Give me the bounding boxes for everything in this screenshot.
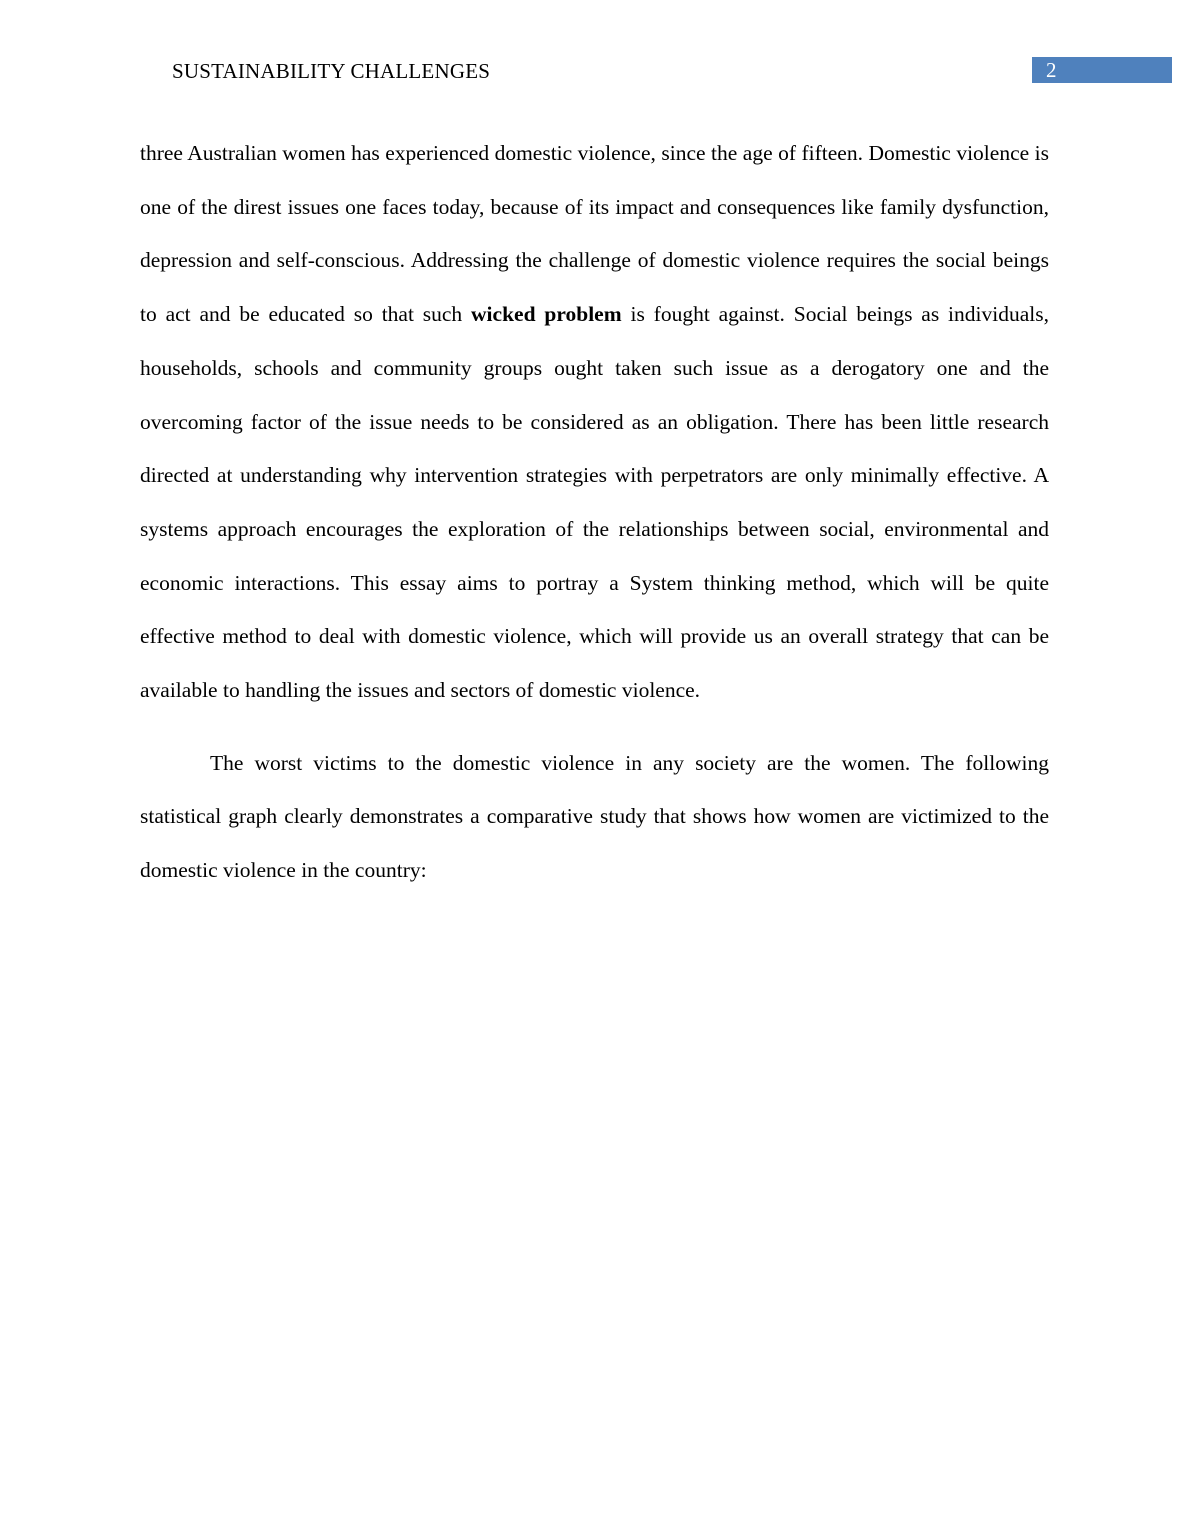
document-body <box>140 127 1049 898</box>
running-head: SUSTAINABILITY CHALLENGES <box>172 59 491 83</box>
page-number: 2 <box>1046 58 1057 82</box>
page-header <box>0 0 1190 100</box>
paragraph-1-text-start: three Australian women has experienced domestic violence, since the age of fifteen. Domestic violence is one of the direst issues one faces today, because of its impact and consequences like family dysfunction, depression and self-conscious. Addressing the challenge of domestic violence requires the social beings to act and be educated so that such <box>140 141 1049 327</box>
page-number-box <box>1032 57 1172 83</box>
paragraph-1-text-end: is fought against. Social beings as individuals, households, schools and community groups ought taken such issue as a derogatory one and the overcoming factor of the issue needs to be considered as an obligation. There has been little research directed at understanding why intervention strategies with perpetrators are only minimally effective. A systems approach encourages the exploration of the relationships between social, environmental and economic interactions. This essay aims to portray a System thinking method, which will be quite effective method to deal with domestic violence, which will provide us an overall strategy that can be available to handling the issues and sectors of domestic violence. <box>140 302 1049 703</box>
paragraph-2: The worst victims to the domestic violence in any society are the women. The following statistical graph clearly demonstrates a comparative study that shows how women are victimized to the domestic violence in the country: <box>140 750 1049 883</box>
bold-term: wicked problem <box>471 302 622 327</box>
paragraph-1 <box>140 127 1049 718</box>
